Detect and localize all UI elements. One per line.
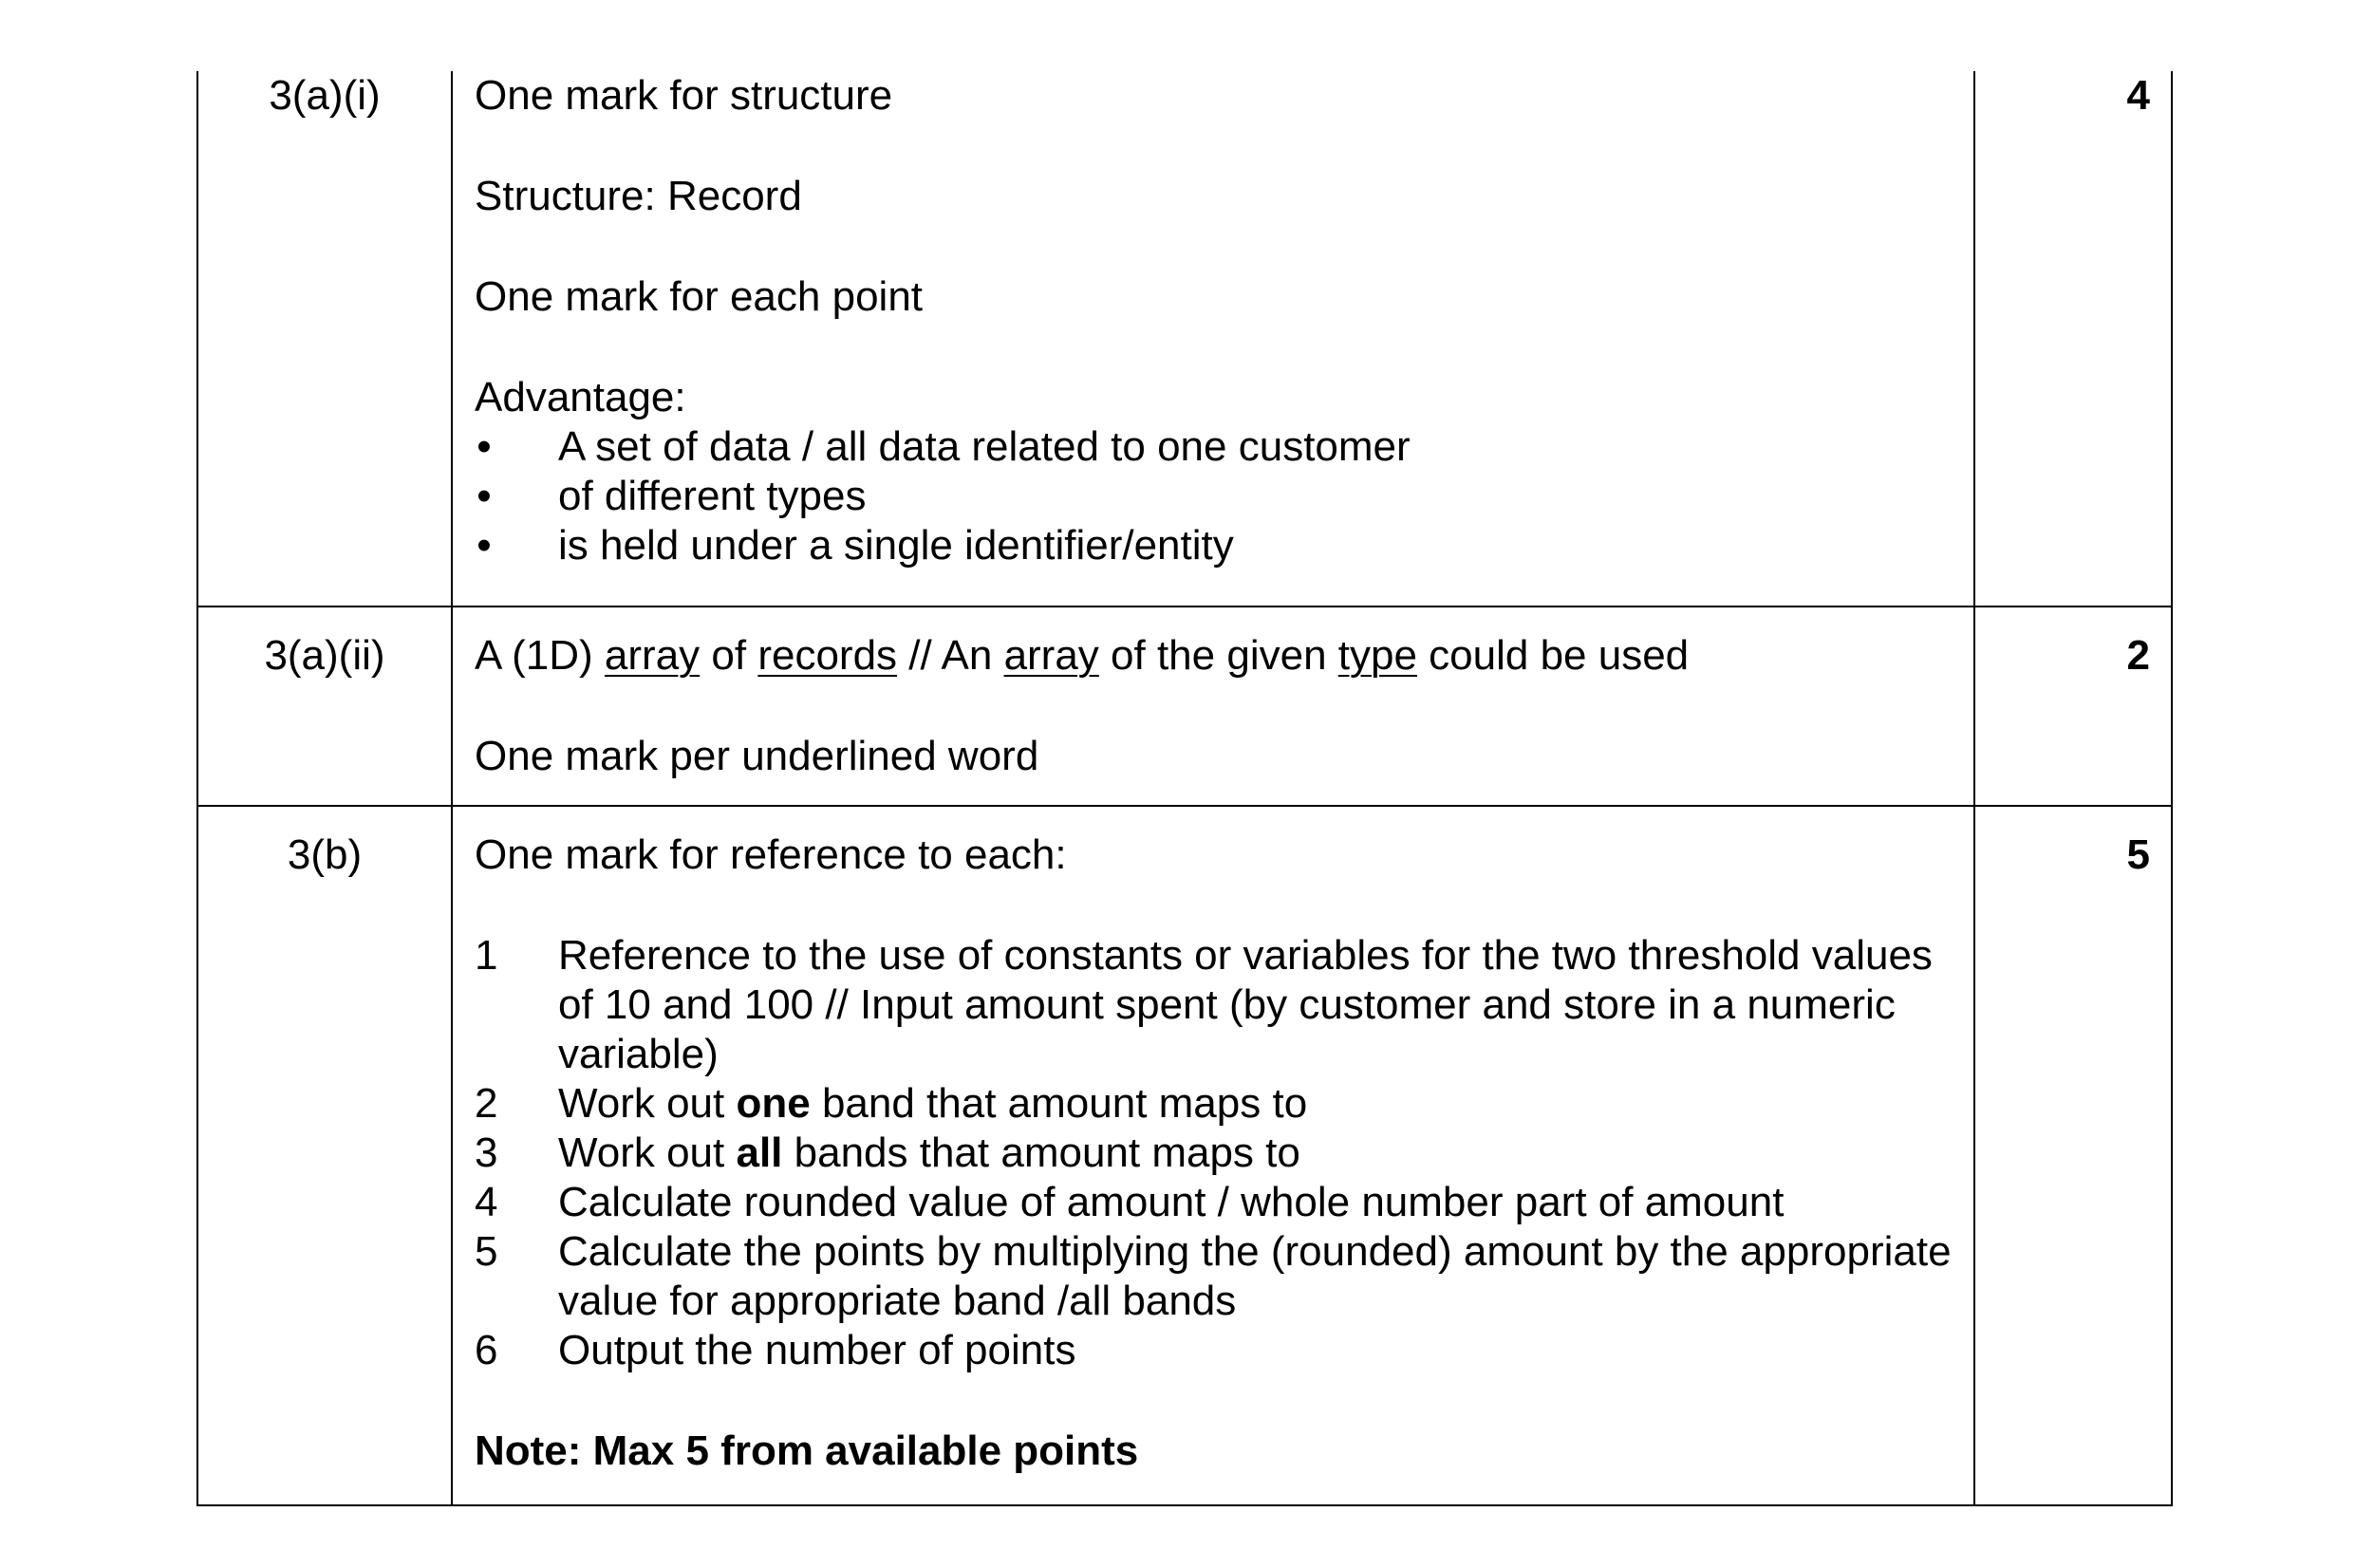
point-number: 6: [475, 1327, 498, 1373]
marks-cell: [1974, 806, 2172, 1505]
list-item: [475, 931, 1954, 1079]
marking-points-list: [475, 931, 1954, 1375]
marking-note: One mark per underlined word: [475, 733, 1039, 779]
point-number: 2: [475, 1080, 498, 1127]
max-marks-note: Note: Max 5 from available points: [475, 1428, 1139, 1474]
point-number: 3: [475, 1129, 498, 1176]
table-row-3b: [197, 806, 2172, 1505]
answer-line: [475, 631, 1954, 681]
marks-value: 5: [2126, 831, 2150, 878]
question-number-cell: [197, 607, 452, 806]
question-number: 3(a)(ii): [264, 632, 385, 679]
table-row-3aii: [197, 607, 2172, 806]
bullet-text: is held under a single identifier/entity: [558, 522, 1234, 569]
answer-text: could be used: [1416, 632, 1690, 679]
point-text: Work out: [558, 1080, 737, 1127]
question-number-cell: [197, 806, 452, 1505]
answer-line: One mark for structure: [475, 72, 893, 119]
bullet-text: of different types: [558, 473, 867, 519]
underlined-word: records: [757, 632, 898, 679]
point-text: band that amount maps to: [810, 1080, 1308, 1127]
underlined-word: type: [1337, 632, 1417, 679]
answer-line: Structure: Record: [475, 173, 802, 219]
bullet-icon: •: [477, 522, 492, 569]
answer-intro: One mark for reference to each:: [475, 831, 1067, 878]
point-text: Reference to the use of constants or variables for the two threshold values of 10 and 100 // Input amount spent (by customer and store in a numeric variable): [558, 932, 1933, 1077]
mark-scheme-table: [196, 71, 2173, 1506]
bullet-item: [475, 472, 1954, 521]
underlined-word: array: [604, 632, 701, 679]
answer-text: of: [700, 632, 758, 679]
bullet-item: [475, 521, 1954, 570]
answer-cell: [452, 607, 1974, 806]
list-item: [475, 1079, 1954, 1129]
bullet-text: A set of data / all data related to one customer: [558, 423, 1411, 470]
answer-cell: [452, 71, 1974, 607]
marks-cell: [1974, 607, 2172, 806]
answer-cell: [452, 806, 1974, 1505]
point-emphasis: all: [736, 1129, 783, 1176]
point-text: Work out: [558, 1129, 737, 1176]
list-item: [475, 1178, 1954, 1227]
point-number: 1: [475, 932, 498, 979]
point-emphasis: one: [736, 1080, 811, 1127]
answer-text: // An: [897, 632, 1004, 679]
question-number-cell: [197, 71, 452, 607]
answer-text: A (1D): [475, 632, 605, 679]
point-text: Output the number of points: [558, 1327, 1076, 1373]
point-text: Calculate rounded value of amount / whole number part of amount: [558, 1179, 1785, 1225]
list-item: [475, 1227, 1954, 1326]
list-item: [475, 1326, 1954, 1375]
underlined-word: array: [1003, 632, 1099, 679]
bullet-item: [475, 422, 1954, 472]
bullet-icon: •: [477, 473, 492, 519]
marks-value: 2: [2126, 632, 2150, 679]
marks-cell: [1974, 71, 2172, 607]
question-number: 3(b): [287, 831, 363, 878]
point-number: 4: [475, 1179, 498, 1225]
question-number: 3(a)(i): [269, 72, 381, 119]
answer-line: One mark for each point: [475, 273, 924, 320]
advantage-bullet-list: [475, 422, 1954, 570]
point-text: bands that amount maps to: [782, 1129, 1300, 1176]
table-row-3ai: [197, 71, 2172, 607]
list-item: [475, 1129, 1954, 1178]
advantage-heading: Advantage:: [475, 374, 686, 420]
marks-value: 4: [2126, 72, 2150, 119]
point-number: 5: [475, 1228, 498, 1275]
point-text: Calculate the points by multiplying the (rounded) amount by the appropriate value for appropriate band /all bands: [558, 1228, 1952, 1324]
bullet-icon: •: [477, 423, 492, 470]
answer-text: of the given: [1098, 632, 1338, 679]
